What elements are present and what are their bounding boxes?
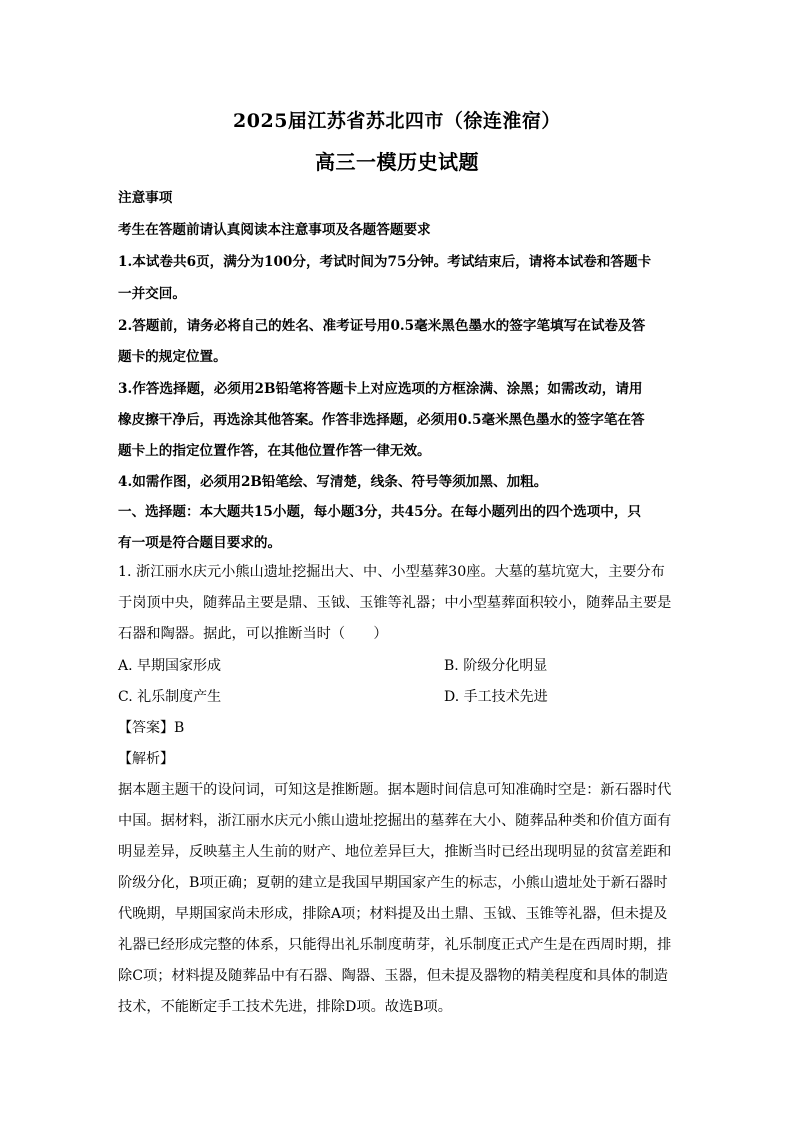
option-c: C. 礼乐制度产生: [118, 689, 222, 705]
section-heading: 一、选择题：本大题共15小题，每小题3分，共45分。在每小题列出的四个选项中，只: [118, 504, 642, 520]
answer-label: 【答案】B: [118, 720, 185, 736]
notice-item-1-cont: 一并交回。: [118, 286, 186, 302]
analysis-line: 代晚期，早期国家尚未形成，排除A项；材料提及出土鼎、玉钺、玉锥等礼器，但未提及: [118, 906, 668, 922]
option-a: A. 早期国家形成: [118, 658, 222, 674]
question-stem-cont2: 石器和陶器。据此，可以推断当时（ ）: [118, 626, 388, 642]
analysis-line: 技术，不能断定手工技术先进，排除D项。故选B项。: [118, 999, 452, 1015]
notice-intro: 考生在答题前请认真阅读本注意事项及各题答题要求: [118, 222, 431, 238]
question-stem-cont: 于岗顶中央，随葬品主要是鼎、玉钺、玉锥等礼器；中小型墓葬面积较小，随葬品主要是: [118, 595, 672, 611]
exam-title: 2025届江苏省苏北四市（徐连淮宿）: [233, 110, 561, 132]
question-stem: 1. 浙江丽水庆元小熊山遗址挖掘出大、中、小型墓葬30座。大墓的墓坑宽大，主要分布: [118, 564, 665, 580]
notice-item-2: 2.答题前，请务必将自己的姓名、准考证号用0.5毫米黑色墨水的签字笔填写在试卷及答: [118, 318, 646, 334]
analysis-line: 明显差异，反映墓主人生前的财产、地位差异巨大，推断当时已经出现明显的贫富差距和: [118, 844, 672, 860]
analysis-line: 礼器已经形成完整的体系，只能得出礼乐制度萌芽，礼乐制度正式产生是在西周时期，排: [118, 937, 672, 953]
section-heading-cont: 有一项是符合题目要求的。: [118, 535, 282, 551]
notice-item-2-cont: 题卡的规定位置。: [118, 349, 227, 365]
option-d: D. 手工技术先进: [444, 689, 548, 705]
notice-item-4: 4.如需作图，必须用2B铅笔绘、写清楚，线条、符号等须加黑、加粗。: [118, 474, 548, 490]
notice-item-3: 3.作答选择题，必须用2B铅笔将答题卡上对应选项的方框涂满、涂黑；如需改动，请用: [118, 381, 643, 397]
analysis-line: 中国。据材料，浙江丽水庆元小熊山遗址挖掘出的墓葬在大小、随葬品种类和价值方面有: [118, 813, 672, 829]
analysis-line: 阶级分化，B项正确；夏朝的建立是我国早期国家产生的标志，小熊山遗址处于新石器时: [118, 875, 668, 891]
notice-item-3-cont: 橡皮擦干净后，再选涂其他答案。作答非选择题，必须用0.5毫米黑色墨水的签字笔在答: [118, 412, 645, 428]
analysis-heading: 【解析】: [118, 751, 174, 767]
notice-heading: 注意事项: [118, 190, 173, 206]
option-b: B. 阶级分化明显: [444, 658, 548, 674]
notice-item-1: 1.本试卷共6页，满分为100分，考试时间为75分钟。考试结束后，请将本试卷和答题卡: [118, 254, 652, 270]
notice-item-3-cont2: 题卡上的指定位置作答，在其他位置作答一律无效。: [118, 443, 431, 459]
analysis-line: 除C项；材料提及随葬品中有石器、陶器、玉器，但未提及器物的精美程度和具体的制造: [118, 968, 668, 984]
exam-subtitle: 高三一模历史试题: [315, 150, 479, 174]
analysis-line: 据本题主题干的设问词，可知这是推断题。据本题时间信息可知准确时空是：新石器时代: [118, 782, 672, 798]
